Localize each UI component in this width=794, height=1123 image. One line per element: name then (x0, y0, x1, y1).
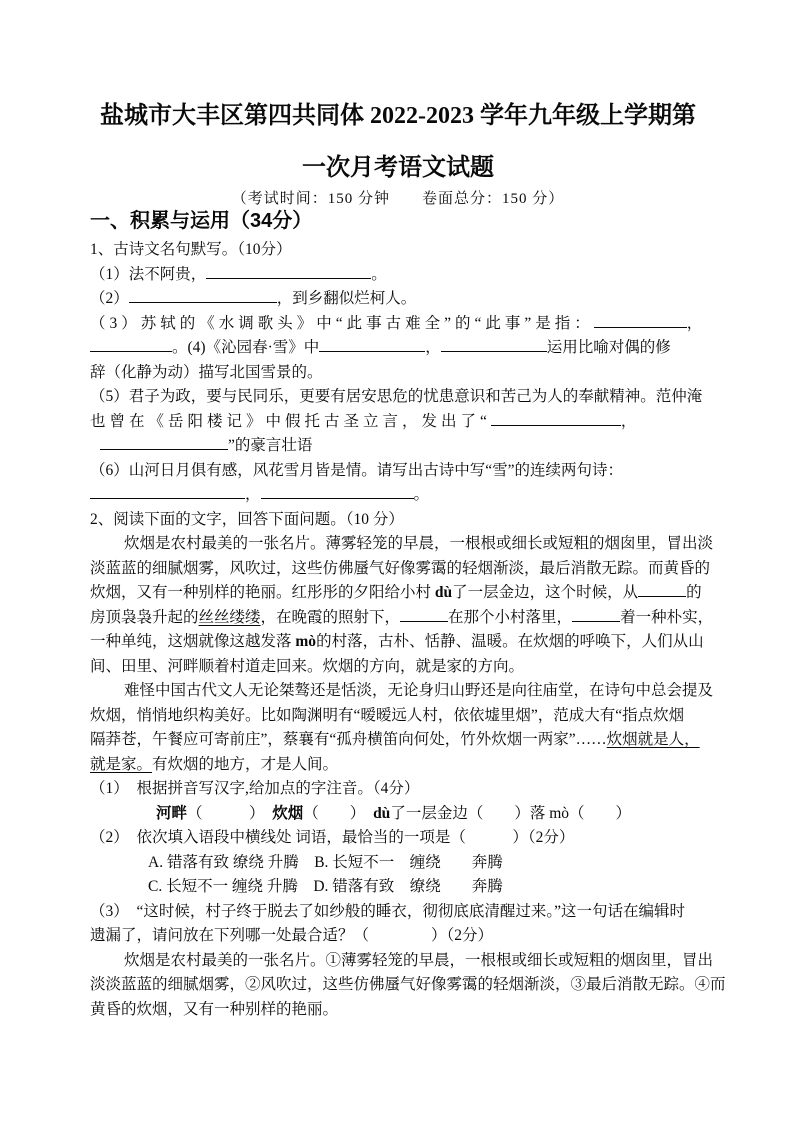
text-line (90, 238, 706, 263)
text-line (90, 459, 706, 484)
text-segment: 了一层金边，这个时候，从 (452, 584, 639, 601)
text-segment: 遗漏了，请问放在下列哪一处最合适？（ ）（2分） (90, 927, 494, 944)
text-segment: dù (373, 804, 391, 822)
text-segment: 丝丝缕缕 (198, 608, 261, 626)
text-line (90, 287, 706, 312)
text-line (90, 508, 706, 533)
exam-info: （考试时间：150 分钟 卷面总分：150 分） (231, 191, 565, 207)
text-segment: 1、古诗文名句默写。（10分） (90, 241, 292, 258)
text-segment: （2） 依次填入语段中横线处 词语，最恰当的一项是（ ）（2分） (90, 829, 575, 846)
text-line (90, 385, 706, 410)
fill-in-blank (572, 606, 620, 622)
text-line (90, 728, 706, 753)
fill-in-blank (90, 336, 172, 352)
text-line (90, 361, 706, 386)
text-segment: C. 长短不一 缠绕 升腾 D. 错落有致 缭绕 奔腾 (148, 878, 503, 895)
text-line (90, 777, 706, 802)
text-line (90, 606, 714, 631)
text-segment: ”的豪言壮语 (228, 437, 313, 454)
text-line (90, 263, 706, 288)
text-segment: 河畔 (156, 804, 188, 822)
text-segment: A. 错落有致 缭绕 升腾 B. 长短不一 缠绕 奔腾 (148, 853, 503, 871)
text-segment: 房顶袅袅升起的 (90, 608, 199, 626)
fill-in-blank (319, 336, 425, 352)
text-line (90, 336, 706, 361)
text-line (90, 557, 711, 582)
text-segment: 炊烟是农村最美的一张名片。薄雾轻笼的早晨，一根根或细长或短粗的烟囱里，冒出淡 (124, 535, 714, 552)
text-segment: 有炊烟的地方，才是人间。 (152, 755, 339, 773)
text-segment: （1）法不阿贵， (90, 265, 207, 283)
text-line (90, 900, 706, 925)
text-segment: 也曾在《岳阳楼记》中假托古圣立言，发出了“ (90, 412, 491, 430)
text-segment: （3） “这时候，村子终于脱去了如纱般的睡衣，彻彻底底清醒过来。”这一句话在编辑时 (90, 902, 686, 920)
text-segment: 的 (686, 584, 702, 601)
text-segment: 隔莽苍，午餐应可寄前庄”，蔡襄有“孤舟横笛向何处，竹外炊烟一两家”…… (90, 731, 607, 748)
text-line (90, 630, 706, 655)
document-body (90, 238, 726, 1022)
text-line (90, 802, 706, 827)
text-line (90, 826, 706, 851)
text-segment: ， (425, 339, 441, 356)
text-segment: （ ） (303, 804, 374, 822)
text-segment: ， (686, 314, 707, 332)
text-line (90, 949, 714, 974)
text-segment: （6）山河日月俱有感，风花雪月皆是情。请写出古诗中写“雪”的连续两句诗： (90, 461, 624, 479)
text-line (90, 679, 714, 704)
text-segment: （ ） (187, 804, 273, 822)
fill-in-blank (594, 312, 687, 328)
text-segment: ， (245, 486, 261, 503)
text-line (90, 851, 706, 876)
text-segment: （2） (90, 290, 129, 307)
title-line-1: 盐城市大丰区第四共同体 2022-2023 学年九年级上学期第 (100, 103, 696, 129)
text-line (90, 483, 706, 508)
fill-in-blank (90, 483, 245, 499)
text-line (90, 532, 714, 557)
text-segment: 2、阅读下面的文字，回答下面问题。（10 分） (90, 510, 404, 528)
text-segment: ， (620, 412, 641, 430)
fill-in-blank (129, 287, 277, 303)
text-line (90, 655, 706, 680)
text-segment: ，在晚霞的照射下， (260, 608, 401, 626)
text-segment: （1） 根据拼音写汉字,给加点的字注音。（4分） (90, 780, 420, 797)
text-segment: 炊烟 (272, 804, 304, 822)
text-segment: 着一种朴实， (620, 608, 714, 626)
fill-in-blank (261, 483, 414, 499)
text-segment: dù (434, 584, 453, 601)
text-segment: mò (295, 633, 317, 650)
fill-in-blank (441, 336, 547, 352)
fill-in-blank (491, 410, 621, 426)
text-line (90, 434, 706, 459)
text-segment: 运用比喻对偶的修 (546, 339, 671, 356)
text-segment: （5）君子为政，要与民同乐，更要有居安思危的忧患意识和苦己为人的奉献精神。范仲淹 (90, 388, 703, 405)
text-segment: 在那个小村落里， (448, 608, 573, 626)
text-segment: 辞（化静为动）描写北国雪景的。 (90, 363, 323, 381)
text-segment: 。 (371, 265, 387, 283)
document-title (90, 90, 706, 194)
text-segment: 炊烟就是人， (606, 731, 700, 748)
text-segment: （3）苏轼的《水调歌头》中“此事古难全”的“此事”是指： (90, 314, 594, 332)
text-segment: 。 (413, 486, 430, 503)
section-heading: 一、积累与运用（34分） (90, 210, 313, 232)
text-line (90, 312, 706, 337)
fill-in-blank (400, 606, 448, 622)
text-segment: 一种单纯，这烟就像这越发落 (90, 633, 296, 650)
text-segment: 炊烟，又有一种别样的艳丽。红彤彤的夕阳给小村 (90, 584, 435, 601)
text-line (90, 973, 726, 998)
fill-in-blank (100, 434, 228, 450)
text-segment: 就是家。 (90, 755, 153, 773)
text-segment: 黄昏的炊烟，又有一种别样的艳丽。 (90, 1000, 339, 1018)
text-segment: ，到乡翻似烂柯人。 (276, 290, 417, 307)
text-segment: 的村落，古朴、恬静、温暖。在炊烟的呼唤下，人们从山 (316, 633, 704, 650)
text-segment: 。(4)《沁园春·雪》中 (172, 339, 320, 356)
text-segment: 淡淡蓝蓝的细腻烟雾，②风吹过，这些仿佛蜃气好像雾霭的轻烟渐淡，③最后消散无踪。④而 (90, 976, 726, 993)
text-segment: 炊烟，悄悄地织构美好。比如陶渊明有“暧暧远人村，依依墟里烟”，范成大有“指点炊烟 (90, 706, 685, 724)
text-line (90, 704, 706, 729)
text-segment: 难怪中国古代文人无论桀骜还是恬淡，无论身归山野还是向往庙堂，在诗句中总会提及 (124, 682, 714, 699)
text-segment: 淡蓝蓝的细腻烟雾，风吹过，这些仿佛蜃气好像雾霭的轻烟渐淡，最后消散无踪。而黄昏的 (90, 559, 711, 577)
text-line (90, 581, 706, 606)
text-segment: 间、田里、河畔顺着村道走回来。炊烟的方向，就是家的方向。 (90, 657, 525, 675)
text-line (90, 998, 706, 1023)
text-line (90, 410, 706, 435)
text-segment: 炊烟是农村最美的一张名片。①薄雾轻笼的早晨，一根根或细长或短粗的烟囱里，冒出 (124, 951, 714, 969)
text-line (90, 924, 706, 949)
title-line-2: 一次月考语文试题 (302, 155, 494, 181)
fill-in-blank (206, 263, 371, 279)
text-segment: 了一层金边（ ）落 mò（ ） (390, 804, 631, 822)
text-line (90, 875, 706, 900)
text-line (90, 753, 706, 778)
fill-in-blank (638, 581, 686, 597)
